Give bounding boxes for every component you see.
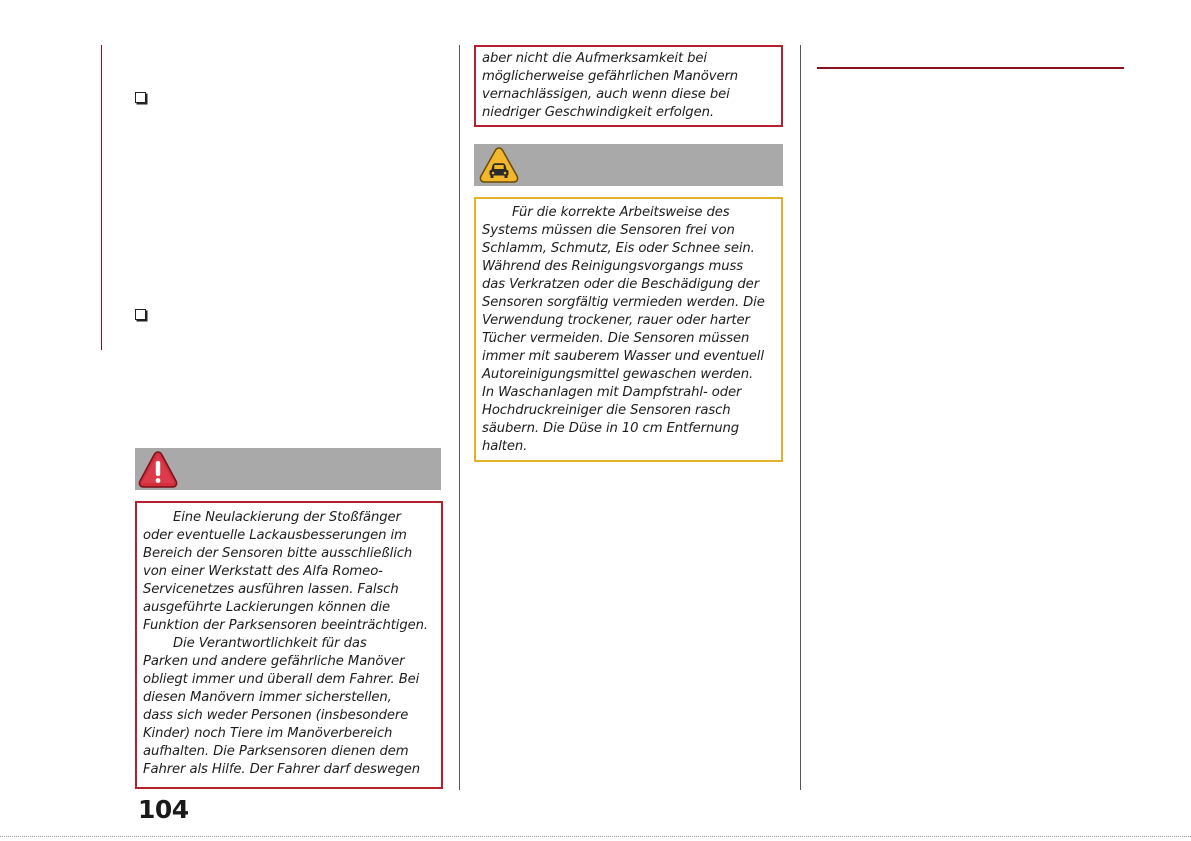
danger-note-box — [135, 501, 443, 789]
danger-continued-line: niedriger Geschwindigkeit erfolgen. — [482, 105, 714, 120]
danger-paragraph-2-line: dass sich weder Personen (insbesondere — [143, 708, 409, 723]
danger-paragraph-1-line: Servicenetzes ausführen lassen. Falsch — [143, 582, 399, 597]
caution-paragraph-line: Tücher vermeiden. Die Sensoren müssen — [482, 331, 750, 346]
caution-paragraph-line: Schlamm, Schmutz, Eis oder Schnee sein. — [482, 241, 755, 256]
danger-continued-text — [482, 50, 775, 122]
caution-paragraph-line: Systems müssen die Sensoren frei von — [482, 223, 735, 238]
caution-paragraph-line: halten. — [482, 439, 528, 454]
caution-paragraph-line: Für die korrekte Arbeitsweise des — [512, 205, 730, 220]
danger-note-box-continued — [474, 45, 783, 127]
danger-paragraph-2-line: aufhalten. Die Parksensoren dienen dem — [143, 744, 409, 759]
caution-paragraph-line: Während des Reinigungsvorgangs muss — [482, 259, 744, 274]
caution-paragraph-line: In Waschanlagen mit Dampfstrahl- oder — [482, 385, 742, 400]
danger-paragraph-2-line: Parken und andere gefährliche Manöver — [143, 654, 405, 669]
danger-paragraph-2-line: diesen Manövern immer sicherstellen, — [143, 690, 392, 705]
list-bullet-2 — [135, 309, 146, 320]
left-margin-rule — [101, 45, 102, 350]
caution-paragraph-line: Sensoren sorgfältig vermieden werden. Die — [482, 295, 765, 310]
danger-paragraph-1 — [143, 509, 435, 635]
danger-paragraph-2-line: Fahrer als Hilfe. Der Fahrer darf deswegen — [143, 762, 421, 777]
danger-paragraph-1-line: Bereich der Sensoren bitte ausschließlich — [143, 546, 413, 561]
caution-paragraph-line: Hochdruckreiniger die Sensoren rasch — [482, 403, 731, 418]
danger-paragraph-2-line: Die Verantwortlichkeit für das — [173, 636, 367, 651]
danger-continued-line: aber nicht die Aufmerksamkeit bei — [482, 51, 707, 66]
caution-paragraph-line: säubern. Die Düse in 10 cm Entfernung — [482, 421, 740, 436]
danger-paragraph-1-line: ausgeführte Lackierungen können die — [143, 600, 391, 615]
danger-continued-line: vernachlässigen, auch wenn diese bei — [482, 87, 730, 102]
caution-paragraph — [482, 204, 775, 456]
car-caution-icon — [478, 146, 520, 185]
danger-paragraph-2 — [143, 635, 435, 779]
caution-paragraph-line: das Verkratzen oder die Beschädigung der — [482, 277, 760, 292]
danger-paragraph-1-line: Eine Neulackierung der Stoßfänger — [173, 510, 401, 525]
caution-note-box — [474, 197, 783, 462]
danger-paragraph-1-line: von einer Werkstatt des Alfa Romeo- — [143, 564, 383, 579]
column-separator-right — [800, 45, 801, 790]
danger-header-bar — [135, 448, 441, 490]
danger-paragraph-1-line: oder eventuelle Lackausbesserungen im — [143, 528, 407, 543]
page-number: 104 — [138, 795, 189, 824]
caution-paragraph-line: immer mit sauberem Wasser und eventuell — [482, 349, 764, 364]
danger-paragraph-2-line: obliegt immer und überall dem Fahrer. Bei — [143, 672, 420, 687]
danger-warning-icon — [137, 450, 179, 490]
danger-paragraph-1-line: Funktion der Parksensoren beeinträchtigen. — [143, 618, 428, 633]
caution-paragraph-line: Verwendung trockener, rauer oder harter — [482, 313, 750, 328]
caution-paragraph-line: Autoreinigungsmittel gewaschen werden. — [482, 367, 754, 382]
list-bullet-1 — [135, 92, 146, 103]
right-column-header-rule — [817, 67, 1124, 69]
danger-continued-line: möglicherweise gefährlichen Manövern — [482, 69, 739, 84]
bottom-dotted-rule — [0, 836, 1191, 837]
caution-header-bar — [474, 144, 783, 186]
danger-paragraph-2-line: Kinder) noch Tiere im Manöverbereich — [143, 726, 393, 741]
column-separator-left — [459, 45, 460, 790]
